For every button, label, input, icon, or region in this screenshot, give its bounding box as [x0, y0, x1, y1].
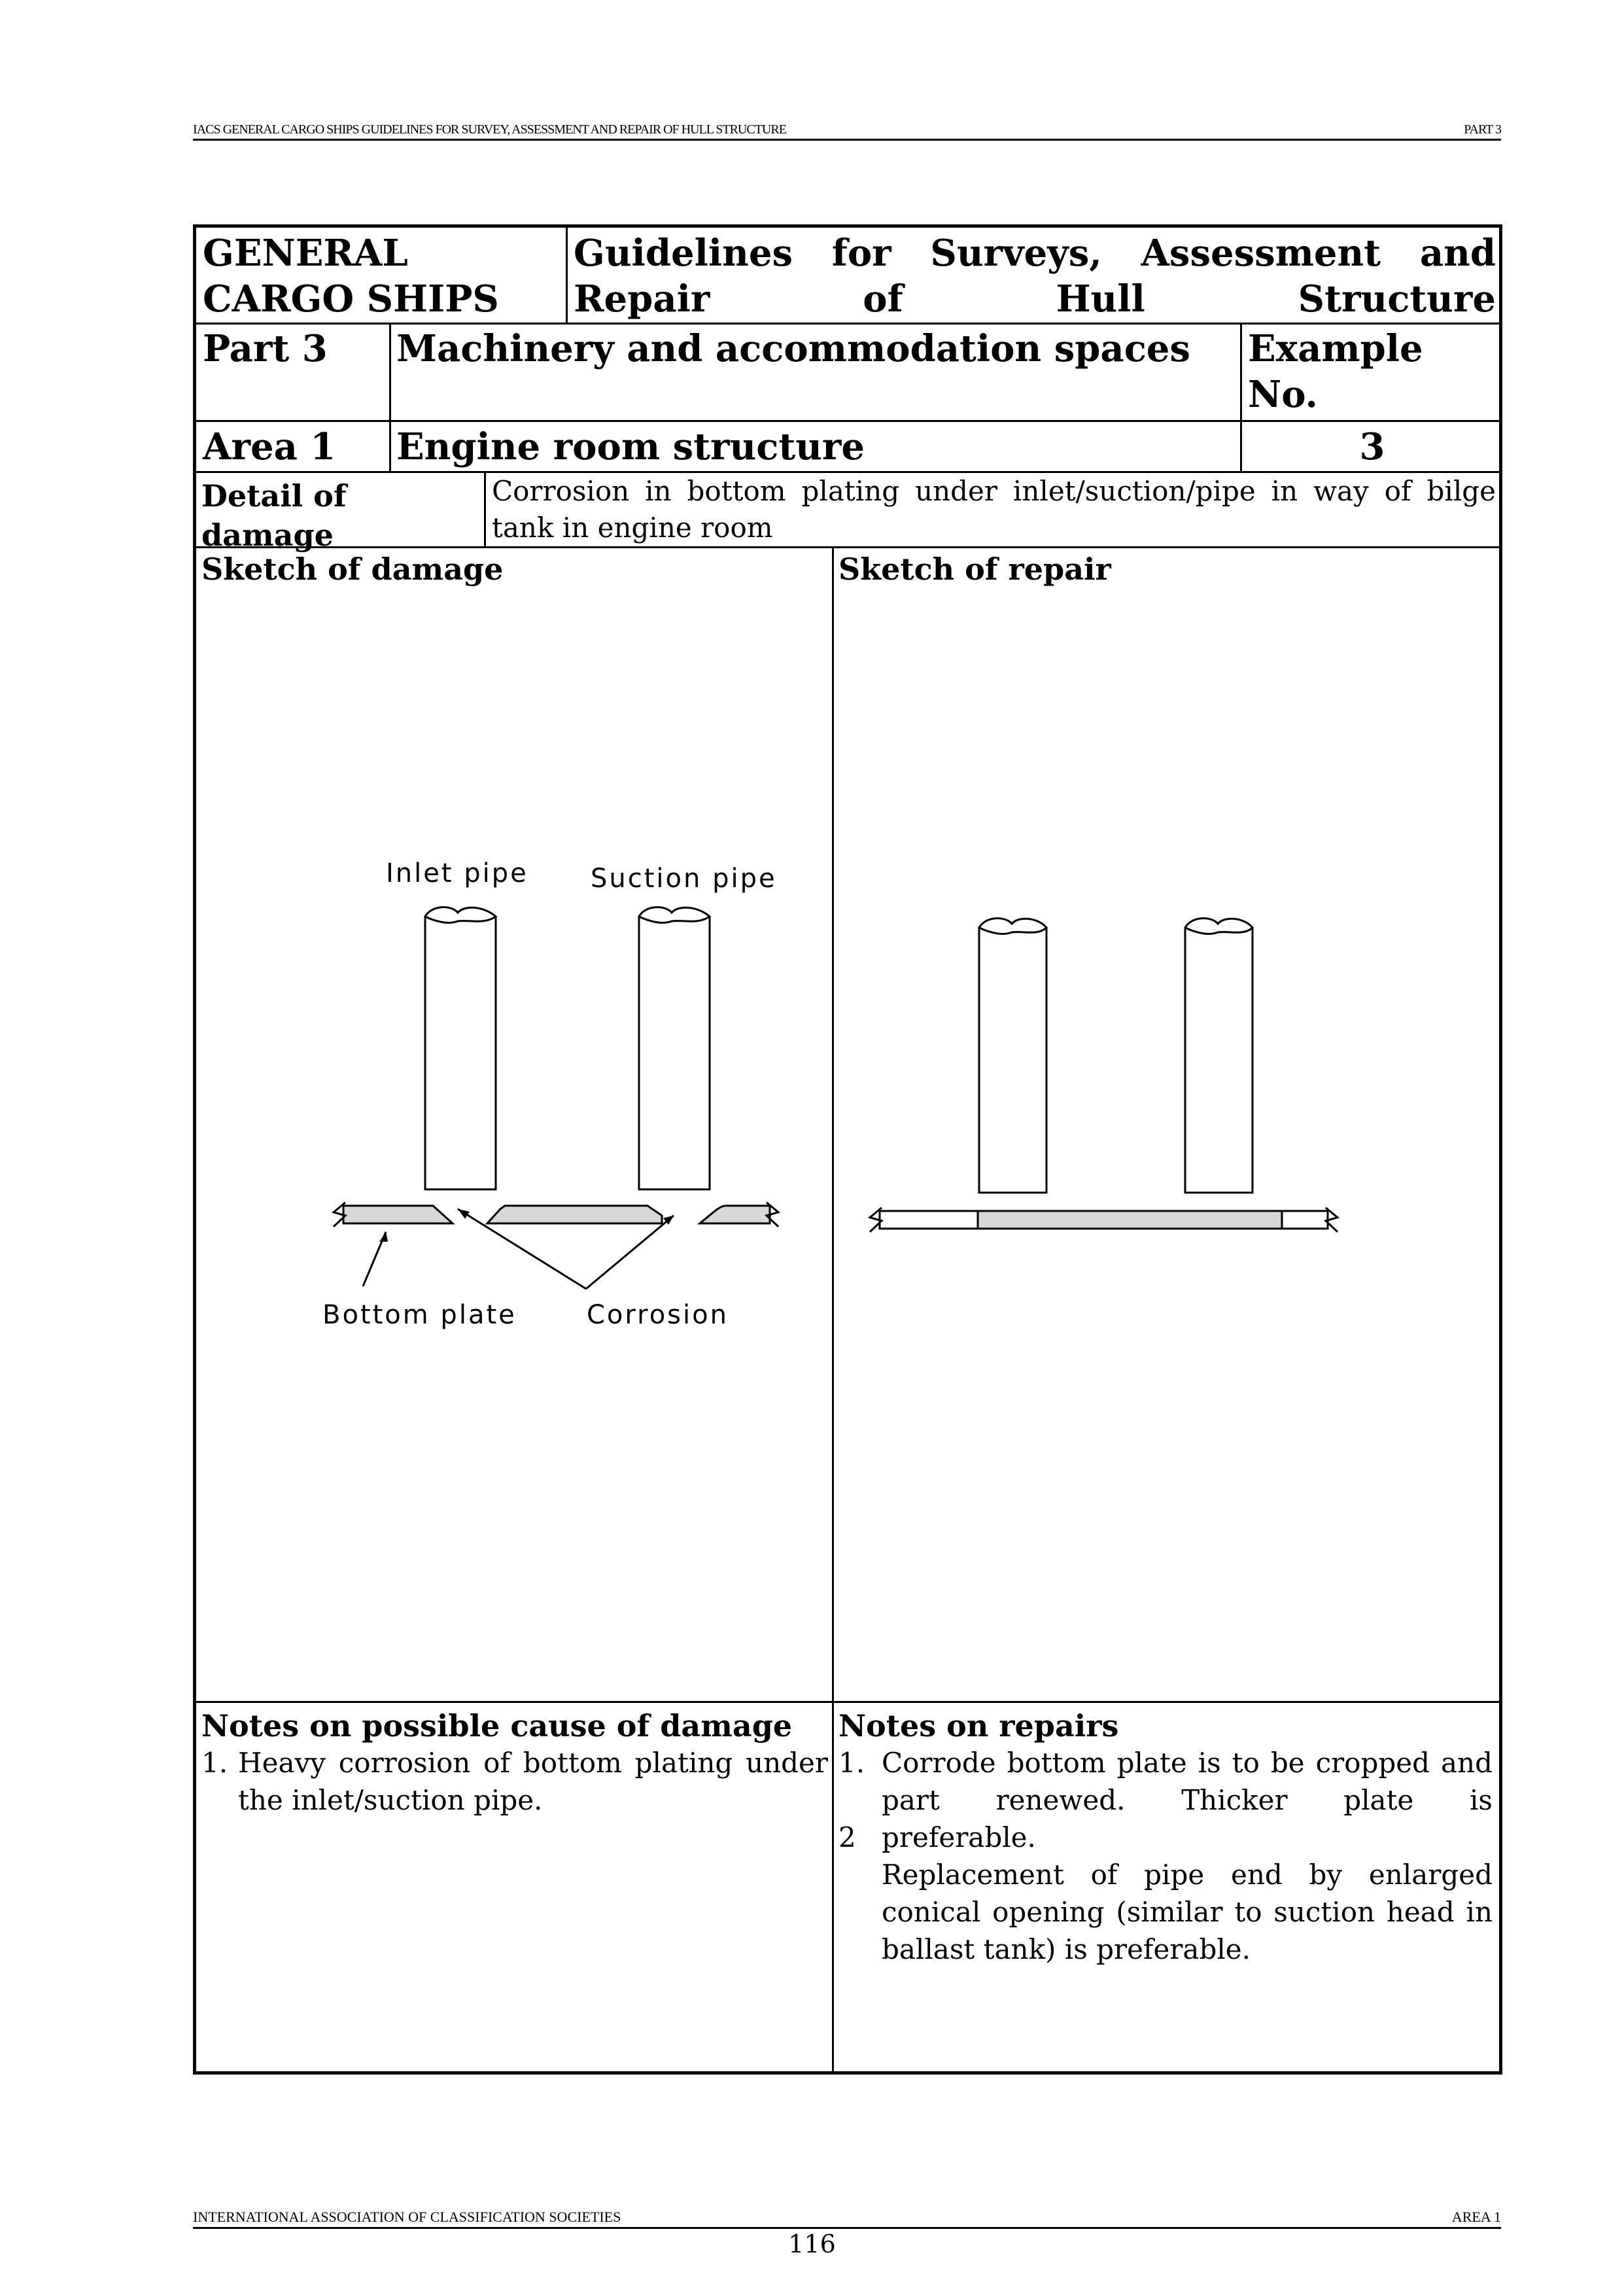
note-number [838, 1856, 882, 1968]
inlet-pipe-shape [425, 917, 496, 1189]
rule-row2 [196, 420, 1499, 422]
area-title: Engine room structure [396, 425, 865, 468]
rule-part-divider [389, 323, 391, 471]
sketch-repair-label: Sketch of repair [838, 552, 1111, 587]
detail-label: Detail of damage [201, 478, 347, 553]
repair-pipe-right-break [1185, 919, 1253, 934]
bottom-plate-right [700, 1206, 770, 1223]
area-label: Area 1 [203, 425, 336, 468]
rule-title-divider [566, 228, 568, 323]
damage-example-form [193, 224, 1502, 2075]
list-item [838, 1856, 1493, 1968]
suction-pipe-shape [639, 917, 710, 1189]
rule-row5 [196, 1701, 1499, 1703]
inlet-pipe-break [425, 907, 496, 923]
list-item [201, 1744, 828, 1819]
footer-organization: INTERNATIONAL ASSOCIATION OF CLASSIFICATION SOCIETIES [193, 2209, 621, 2225]
notes-cause-label: Notes on possible cause of damage [201, 1708, 793, 1743]
rule-detail-divider [484, 471, 486, 546]
detail-text: Corrosion in bottom plating under inlet/suction/pipe in way of bilge tank in engine room [492, 475, 1496, 544]
notes-cause-list [201, 1744, 828, 1819]
repair-sketch [834, 555, 1498, 1700]
guideline-title: Guidelines for Surveys, Assessment and Repair of Hull Structure [574, 232, 1496, 321]
repair-plate-old-right [1282, 1211, 1328, 1229]
ship-type: GENERAL CARGO SHIPS [203, 232, 499, 321]
rule-example-divider [1240, 323, 1242, 471]
repair-plate-old-left [880, 1211, 978, 1229]
running-header [193, 118, 1501, 141]
repair-pipe-left-break [979, 919, 1046, 934]
note-number: 1. [201, 1747, 228, 1779]
footer-area: AREA 1 [1451, 2209, 1501, 2225]
sketch-damage-label: Sketch of damage [201, 552, 504, 587]
note-text: Heavy corrosion of bottom plating under the inlet/suction pipe. [238, 1747, 828, 1816]
example-number: 3 [1359, 425, 1385, 468]
header-part: PART 3 [1464, 122, 1501, 137]
part-label: Part 3 [203, 327, 328, 370]
running-footer [193, 2206, 1501, 2229]
notes-repair-label: Notes on repairs [838, 1708, 1119, 1743]
example-label: Example No. [1248, 327, 1423, 416]
bottom-plate-middle [487, 1206, 662, 1223]
list-item [838, 1819, 1493, 1856]
header-title: IACS GENERAL CARGO SHIPS GUIDELINES FOR SURVEY, ASSESSMENT AND REPAIR OF HULL STRUCTURE [193, 122, 786, 137]
damage-sketch [196, 555, 831, 1700]
rule-row1 [196, 323, 1499, 324]
notes-repairs-list [838, 1744, 1493, 1968]
list-item [838, 1744, 1493, 1819]
bottom-plate-left [343, 1206, 453, 1223]
inlet-pipe-label: Inlet pipe [386, 858, 528, 888]
suction-pipe-label: Suction pipe [591, 864, 777, 894]
repair-pipe-right-shape [1185, 928, 1253, 1193]
page-number: 116 [788, 2230, 836, 2258]
note-text: preferable. [882, 1821, 1036, 1853]
note-text: Replacement of pipe end by enlarged conical opening (similar to suction head in ballast tank) is preferable. [882, 1859, 1493, 1965]
note-number: 1. [838, 1747, 865, 1779]
suction-pipe-break [639, 907, 710, 923]
corrosion-label: Corrosion [587, 1300, 729, 1330]
repair-plate-renewed [978, 1211, 1282, 1229]
note-text: Corrode bottom plate is to be cropped and part renewed. Thicker plate is [882, 1747, 1493, 1816]
bottom-plate-label: Bottom plate [322, 1300, 517, 1330]
note-number: 2 [838, 1821, 856, 1853]
part-title: Machinery and accommodation spaces [396, 327, 1190, 370]
repair-pipe-left-shape [979, 928, 1046, 1193]
